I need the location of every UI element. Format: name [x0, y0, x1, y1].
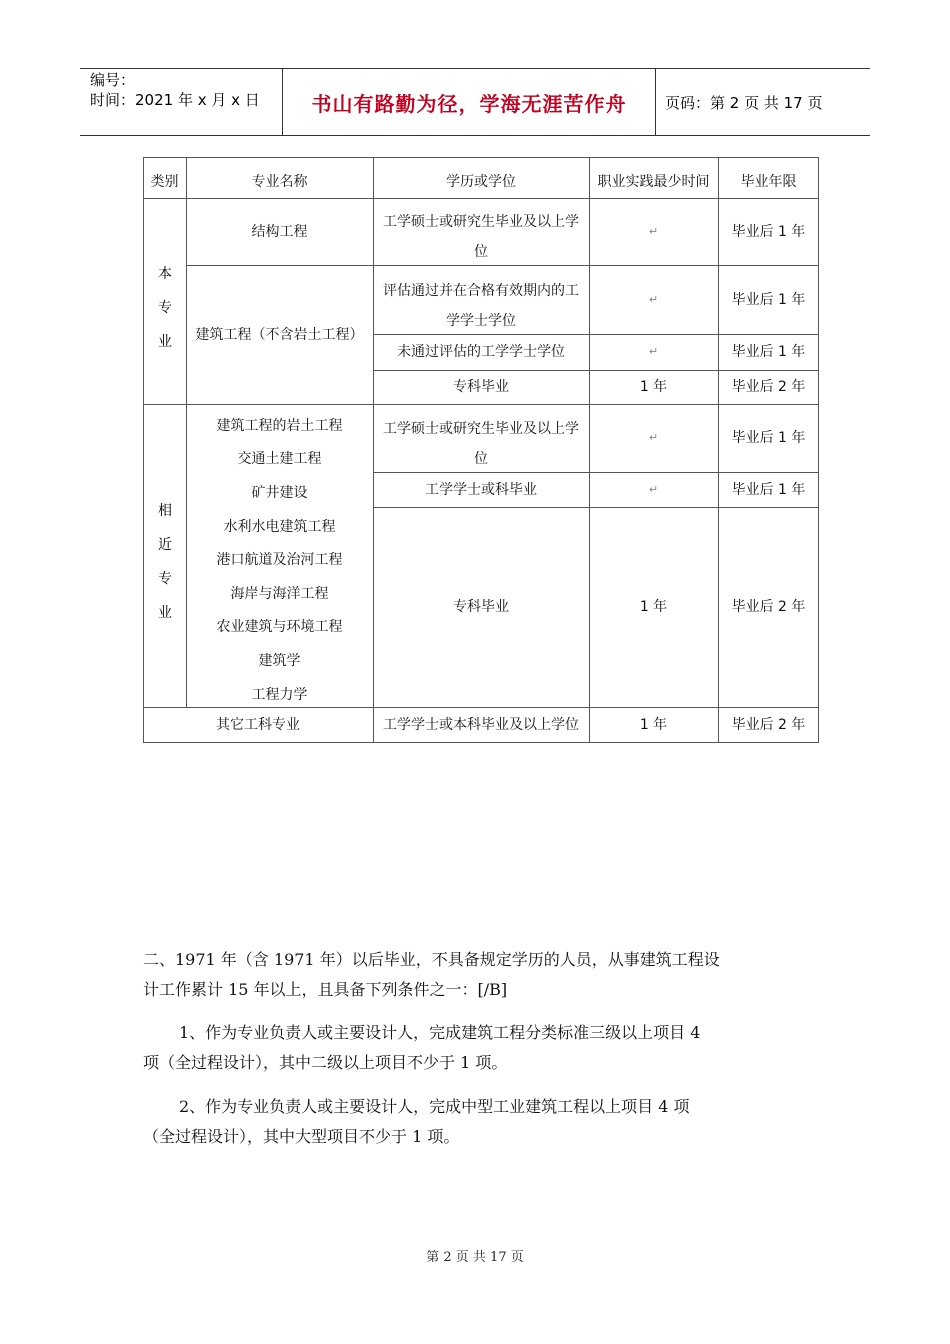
- grad-years-cell: 毕业后 2 年: [731, 379, 806, 395]
- paragraph-item-2: [143, 1092, 823, 1152]
- col-header-grad-years: 毕业年限: [740, 174, 797, 190]
- col-header-category: 类别: [150, 174, 179, 190]
- category-char: 业: [158, 334, 172, 350]
- degree-cell-line2: 位: [474, 451, 488, 467]
- grad-years-cell: 毕业后 2 年: [731, 716, 806, 733]
- paragraph-item-1: [143, 1018, 823, 1078]
- degree-cell: 工学学士或科毕业: [425, 481, 537, 498]
- related-major-item: 港口航道及治河工程: [216, 552, 343, 569]
- header-divider-right: [655, 68, 656, 136]
- empty-cell-mark: ↵: [648, 292, 659, 306]
- degree-cell-line2: 位: [474, 244, 488, 260]
- category-char: 业: [158, 605, 172, 621]
- related-major-item: 工程力学: [251, 686, 308, 703]
- grad-years-cell: 毕业后 1 年: [731, 344, 806, 360]
- related-major-item: 交通土建工程: [237, 451, 322, 468]
- related-major-item: 海岸与海洋工程: [230, 585, 329, 602]
- category-char: 相: [158, 503, 172, 519]
- grad-years-cell: 毕业后 2 年: [731, 599, 806, 615]
- related-major-item: 矿井建设: [251, 484, 308, 501]
- related-major-item: 农业建筑与环境工程: [216, 619, 343, 636]
- paragraph-line: 1、作为专业负责人或主要设计人，完成建筑工程分类标准三级以上项目 4: [179, 1023, 701, 1042]
- doc-time-label: 时间：2021 年 x 月 x 日: [90, 91, 260, 109]
- min-practice-cell: 1 年: [639, 716, 668, 733]
- paragraph-line: 计工作累计 15 年以上，且具备下列条件之一：[/B]: [143, 980, 508, 999]
- grad-years-cell: 毕业后 1 年: [731, 291, 806, 308]
- header-motto: 书山有路勤为径，学海无涯苦作舟: [311, 92, 627, 116]
- col-header-major: 专业名称: [251, 174, 308, 190]
- grad-years-cell: 毕业后 1 年: [731, 430, 806, 446]
- doc-code-label: 编号：: [90, 71, 136, 89]
- grad-years-cell: 毕业后 1 年: [731, 223, 806, 240]
- col-header-degree: 学历或学位: [446, 174, 516, 190]
- degree-cell: 专科毕业: [453, 599, 509, 615]
- table-rule: [143, 157, 144, 743]
- qualification-table: [143, 157, 819, 743]
- grad-years-cell: 毕业后 1 年: [731, 481, 806, 498]
- category-related-major: [145, 494, 185, 630]
- page-footer: 第 2 页 共 17 页: [426, 1250, 524, 1265]
- related-major-item: 建筑学: [258, 652, 301, 669]
- empty-cell-mark: ↵: [648, 224, 659, 238]
- degree-cell-line1: 工学硕士或研究生毕业及以上学: [383, 421, 579, 437]
- degree-cell-line2: 学学士学位: [446, 313, 516, 329]
- degree-cell: 未通过评估的工学学士学位: [397, 344, 565, 360]
- category-char: 专: [158, 571, 172, 587]
- category-char: 本: [158, 266, 172, 282]
- header-top-rule: [80, 68, 870, 69]
- major-cell: 其它工科专业: [216, 716, 300, 733]
- related-major-item: 水利水电建筑工程: [223, 518, 336, 535]
- paragraph-line: 2、作为专业负责人或主要设计人，完成中型工业建筑工程以上项目 4 项: [179, 1097, 690, 1116]
- category-char: 专: [158, 300, 172, 316]
- empty-cell-mark: ↵: [648, 431, 659, 444]
- col-header-min-practice: 职业实践最少时间: [597, 174, 710, 190]
- category-this-major: [145, 257, 185, 359]
- paragraph-condition-2: [143, 945, 823, 1005]
- related-major-item: 建筑工程的岩土工程: [216, 417, 343, 434]
- major-cell: 建筑工程（不含岩土工程）: [195, 326, 364, 343]
- paragraph-line: 二、1971 年（含 1971 年）以后毕业，不具备规定学历的人员，从事建筑工程设: [143, 950, 720, 969]
- degree-cell: 专科毕业: [453, 379, 509, 395]
- degree-cell: 工学学士或本科毕业及以上学位: [383, 716, 579, 733]
- degree-cell-line1: 评估通过并在合格有效期内的工: [383, 283, 579, 299]
- empty-cell-mark: ↵: [648, 482, 659, 496]
- related-majors-list: [186, 409, 373, 711]
- page-indicator: 页码：第 2 页 共 17 页: [665, 94, 823, 112]
- empty-cell-mark: ↵: [648, 345, 659, 358]
- paragraph-line: 项（全过程设计），其中二级以上项目不少于 1 项。: [143, 1053, 508, 1072]
- min-practice-cell: 1 年: [639, 379, 668, 395]
- degree-cell-line1: 工学硕士或研究生毕业及以上学: [383, 214, 579, 230]
- major-cell: 结构工程: [251, 223, 308, 240]
- paragraph-line: （全过程设计），其中大型项目不少于 1 项。: [143, 1127, 460, 1146]
- min-practice-cell: 1 年: [639, 599, 668, 615]
- header-bottom-rule: [80, 135, 870, 136]
- category-char: 近: [158, 537, 172, 553]
